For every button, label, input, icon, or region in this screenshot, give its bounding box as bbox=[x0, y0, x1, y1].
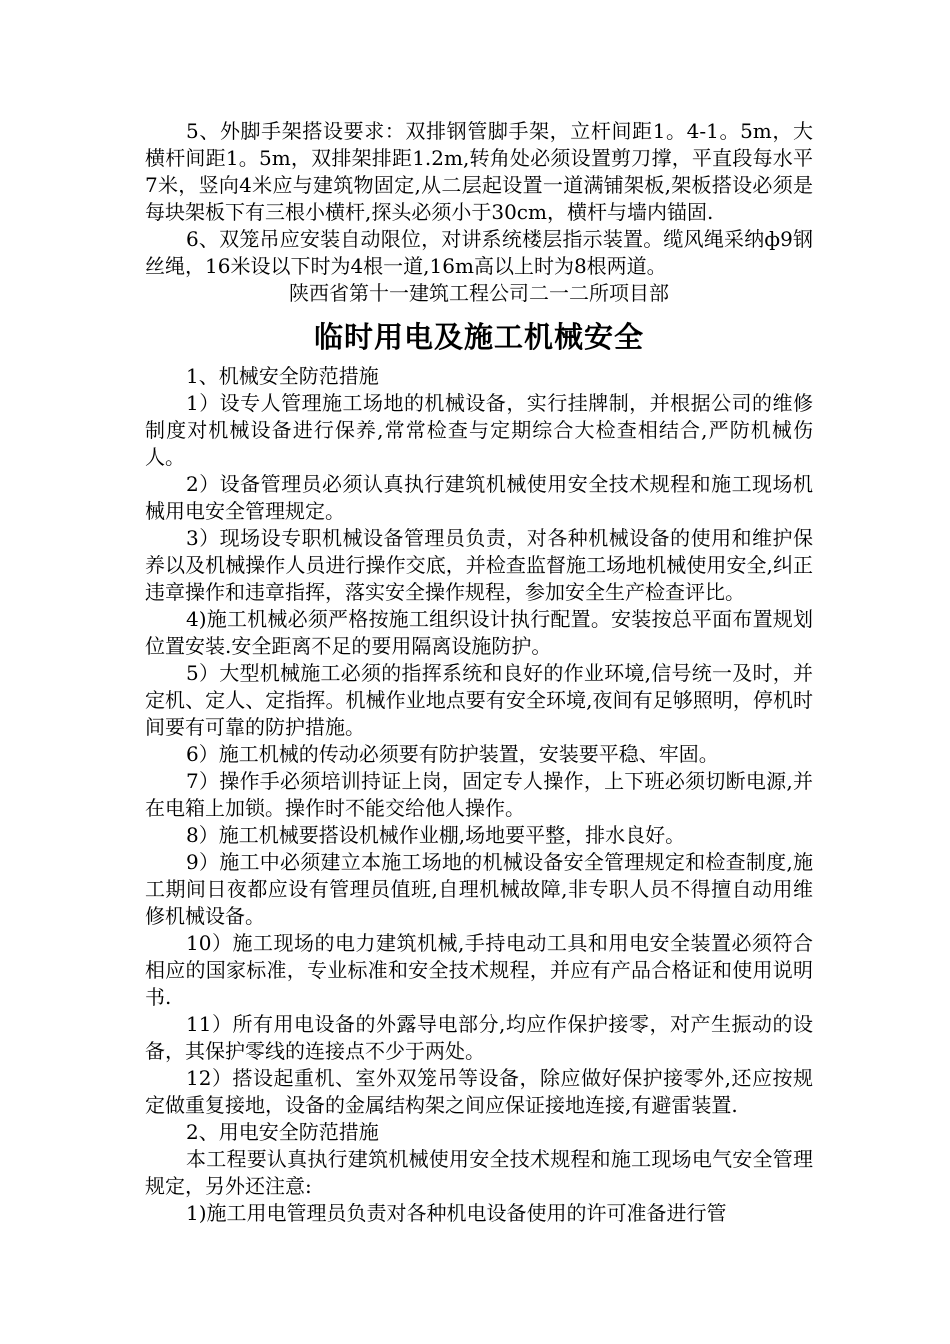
paragraph-item-2: 2）设备管理员必须认真执行建筑机械使用安全技术规程和施工现场机械用电安全管理规定。 bbox=[145, 472, 813, 523]
paragraph-item-1: 1）设专人管理施工场地的机械设备，实行挂牌制，并根据公司的维修制度对机械设备进行保养,常常检查与定期综合大检查相结合,严防机械伤人。 bbox=[145, 391, 813, 469]
paragraph-item-9: 9）施工中必须建立本施工场地的机械设备安全管理规定和检查制度,施工期间日夜都应设有管理员值班,自理机械故障,非专职人员不得擅自动用维修机械设备。 bbox=[145, 850, 813, 928]
paragraph-item-7: 7）操作手必须培训持证上岗，固定专人操作，上下班必须切断电源,并在电箱上加锁。操作时不能交给他人操作。 bbox=[145, 769, 813, 820]
document-page bbox=[145, 118, 813, 1227]
paragraph-item-8: 8）施工机械要搭设机械作业棚,场地要平整，排水良好。 bbox=[186, 823, 686, 847]
paragraph-heading-machinery-safety: 1、机械安全防范措施 bbox=[186, 364, 379, 388]
paragraph-item-6: 6）施工机械的传动必须要有防护装置，安装要平稳、牢固。 bbox=[186, 742, 719, 766]
section-title: 临时用电及施工机械安全 bbox=[313, 320, 644, 354]
paragraph-electrical-item-1: 1)施工用电管理员负责对各种机电设备使用的许可准备进行管 bbox=[186, 1201, 727, 1225]
paragraph-double-cage-hoist: 6、双笼吊应安装自动限位，对讲系统楼层指示装置。缆风绳采纳ф9钢丝绳，16米设以下时为4根一道,16m高以上时为8根两道。 bbox=[145, 227, 813, 278]
paragraph-item-3: 3）现场设专职机械设备管理员负责，对各种机械设备的使用和维护保养以及机械操作人员进行操作交底，并检查监督施工场地机械使用安全,纠正违章操作和违章指挥，落实安全操作规程，参加安全生产检查评比。 bbox=[145, 526, 813, 604]
paragraph-item-4: 4)施工机械必须严格按施工组织设计执行配置。安装按总平面布置规划位置安装.安全距离不足的要用隔离设施防护。 bbox=[145, 607, 813, 658]
organization-name: 陕西省第十一建筑工程公司二一二所项目部 bbox=[289, 281, 669, 305]
paragraph-item-5: 5）大型机械施工必须的指挥系统和良好的作业环境,信号统一及时，并定机、定人、定指挥。机械作业地点要有安全环境,夜间有足够照明，停机时间要有可靠的防护措施。 bbox=[145, 661, 813, 739]
paragraph-scaffold-requirements: 5、外脚手架搭设要求：双排钢管脚手架，立杆间距1。4-1。5m，大横杆间距1。5m，双排架排距1.2m,转角处必须设置剪刀撑，平直段每水平7米，竖向4米应与建筑物固定,从二层起设置一道满铺架板,架板搭设必须是每块架板下有三根小横杆,探头必须小于30cm，横杆与墙内锚固. bbox=[145, 119, 813, 224]
paragraph-item-10: 10）施工现场的电力建筑机械,手持电动工具和用电安全装置必须符合相应的国家标准，专业标准和安全技术规程，并应有产品合格证和使用说明书. bbox=[145, 931, 813, 1009]
paragraph-heading-electrical-safety: 2、用电安全防范措施 bbox=[186, 1120, 379, 1144]
paragraph-electrical-intro: 本工程要认真执行建筑机械使用安全技术规程和施工现场电气安全管理规定，另外还注意: bbox=[145, 1147, 813, 1198]
paragraph-item-12: 12）搭设起重机、室外双笼吊等设备，除应做好保护接零外,还应按规定做重复接地，设备的金属结构架之间应保证接地连接,有避雷装置. bbox=[145, 1066, 813, 1117]
paragraph-item-11: 11）所有用电设备的外露导电部分,均应作保护接零，对产生振动的设备，其保护零线的连接点不少于两处。 bbox=[145, 1012, 813, 1063]
